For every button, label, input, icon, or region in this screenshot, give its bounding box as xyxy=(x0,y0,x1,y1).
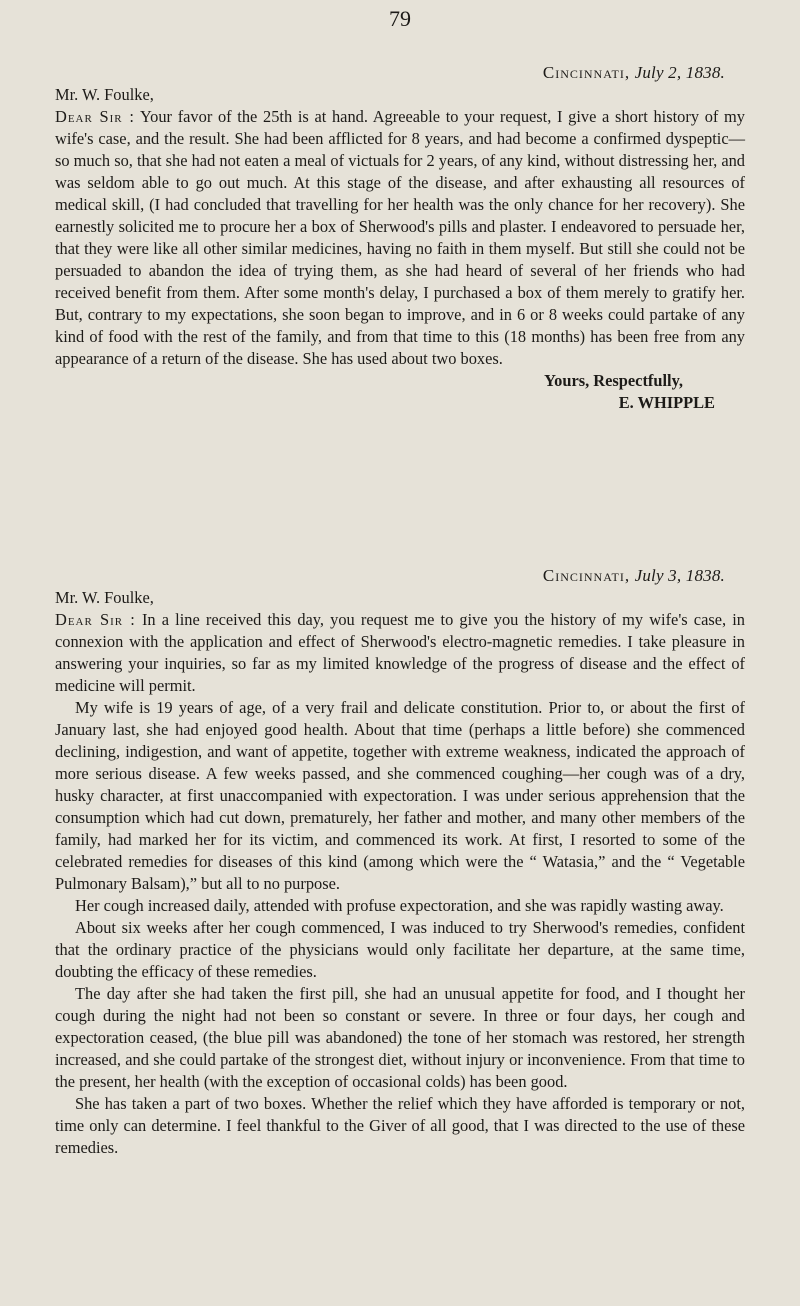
dateline-place: Cincinnati, xyxy=(542,63,631,82)
addressee: Mr. W. Foulke, xyxy=(55,588,154,607)
dear-sir: Dear Sir : xyxy=(55,107,135,126)
letter-paragraph xyxy=(55,106,745,370)
dateline-date: July 3, 1838. xyxy=(634,566,725,585)
signature: E. WHIPPLE xyxy=(618,393,715,412)
dateline-place: Cincinnati, xyxy=(542,566,631,585)
letter-paragraph: Her cough increased daily, attended with profuse expectoration, and she was rapidly wasting away. xyxy=(75,896,724,915)
dear-sir: Dear Sir : xyxy=(55,610,136,629)
addressee: Mr. W. Foulke, xyxy=(55,85,154,104)
dateline-date: July 2, 1838. xyxy=(634,63,725,82)
letter-paragraph xyxy=(55,609,745,697)
paragraph-text: Your favor of the 25th is at hand. Agreeable to your request, I give a short history of my wife's case, and the result. She had been afflicted for 8 years, and had become a confirmed dyspeptic—so much so, that she had not eaten a meal of victuals for 2 years, of any kind, without distressing her, and was seldom able to go out much. At this stage of the disease, and after exhausting all resources of medical skill, (I had concluded that travelling for her health was the only chance for her recovery). She earnestly solicited me to procure her a box of Sherwood's pills and plaster. I endeavored to persuade her, that they were like all other similar medicines, having no faith in them myself. But still she could not be persuaded to abandon the idea of trying them, as she had heard of several of her friends who had received benefit from them. After some month's delay, I purchased a box of them merely to gratify her. But, contrary to my expectations, she soon began to improve, and in 6 or 8 weeks could partake of any kind of food with the rest of the family, and from that time to this (18 months) has been free from any appearance of a return of the disease. She has used about two boxes. xyxy=(55,107,745,368)
closing: Yours, Respectfully, xyxy=(544,371,683,390)
page-number: 79 xyxy=(389,6,411,31)
dateline xyxy=(55,62,745,84)
letter-paragraph: About six weeks after her cough commenced, I was induced to try Sherwood's remedies, confident that the ordinary practice of the physicians would only facilitate her departure, at the same time, doubting the efficacy of these remedies. xyxy=(55,918,745,981)
dateline xyxy=(55,565,745,587)
letter-paragraph: She has taken a part of two boxes. Whether the relief which they have afforded is temporary or not, time only can determine. I feel thankful to the Giver of all good, that I was directed to the use of these remedies. xyxy=(55,1094,745,1157)
paragraph-text: In a line received this day, you request me to give you the history of my wife's case, in connexion with the application and effect of Sherwood's electro-magnetic remedies. I take pleasure in answering your inquiries, so far as my limited knowledge of the progress of disease and the effect of medicine will permit. xyxy=(55,610,745,695)
letter-whipple xyxy=(55,62,745,414)
letter-paragraph: The day after she had taken the first pill, she had an unusual appetite for food, and I thought her cough during the night had not been so constant or severe. In three or four days, her cough and expectoration ceased, (the blue pill was abandoned) the tone of her stomach was restored, her strength increased, and she could partake of the strongest diet, without injury or inconvenience. From that time to the present, her health (with the exception of occasional colds) has been good. xyxy=(55,984,745,1091)
letter-paragraph: My wife is 19 years of age, of a very frail and delicate constitution. Prior to, or about the first of January last, she had enjoyed good health. About that time (perhaps a little before) she commenced declining, indigestion, and want of appetite, together with extreme weakness, indicated the approach of more serious disease. A few weeks passed, and she commenced coughing—her cough was of a dry, husky character, at first unaccompanied with expectoration. I was under serious apprehension that the consumption which had cut down, prematurely, her father and mother, and many other members of the family, had marked her for its victim, and commenced its work. At first, I resorted to some of the celebrated remedies for diseases of this kind (among which were the “ Watasia,” and the “ Vegetable Pulmonary Balsam),” but all to no purpose. xyxy=(55,698,745,893)
letter-second xyxy=(55,565,745,1159)
